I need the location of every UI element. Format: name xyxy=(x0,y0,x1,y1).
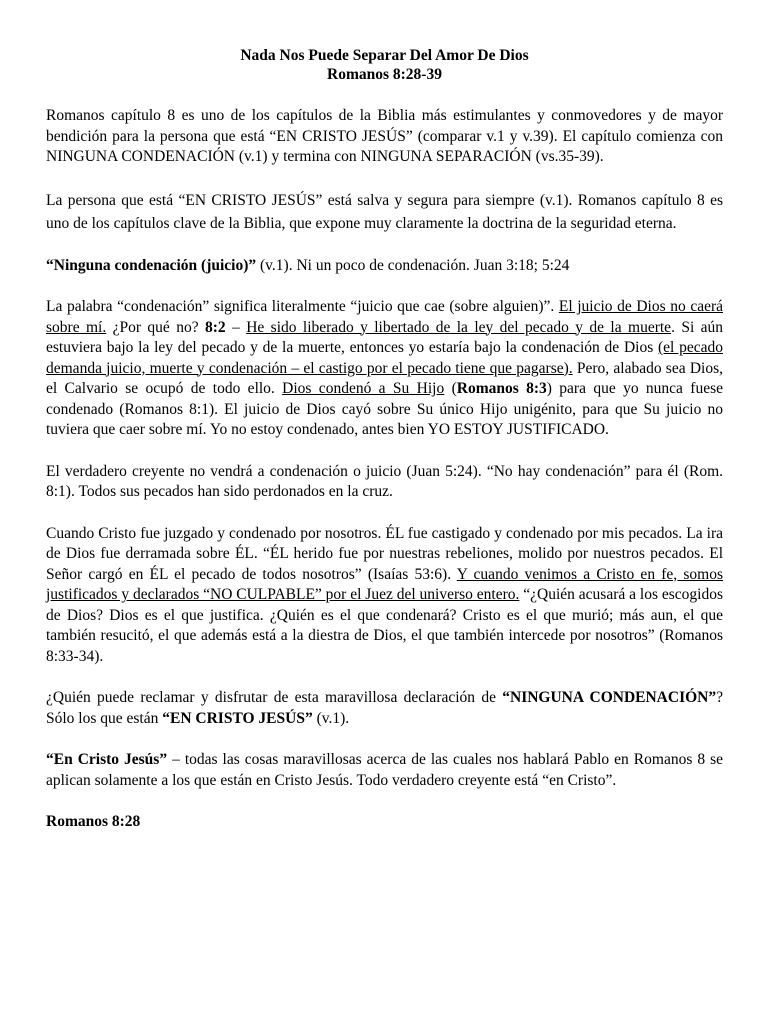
text-run: La palabra “condenación” significa literalmente “juicio que cae (sobre alguien)”. xyxy=(46,298,559,315)
underlined-phrase: He sido liberado y libertado de la ley del pecado y de la muerte xyxy=(246,318,672,336)
paragraph-security: La persona que está “EN CRISTO JESÚS” está salva y segura para siempre (v.1). Romanos capítulo 8 es uno de los capítulos clave de la Biblia, que expone muy claramente la doctrina de la seguridad eterna. xyxy=(46,191,723,232)
paragraph-christ-judged xyxy=(46,524,723,668)
title-line-2: Romanos 8:28-39 xyxy=(327,66,442,83)
underlined-phrase: Y cuando venimos a Cristo en fe, somos justificados y declarados “NO CULPABLE” por el Juez del universo entero. xyxy=(46,565,724,603)
bold-phrase: “Ninguna condenación (juicio)” xyxy=(46,256,257,274)
text-run: (v.1). Ni un poco de condenación. Juan 3:18; 5:24 xyxy=(256,256,570,274)
text-run: – xyxy=(225,318,247,336)
underlined-phrase: (el pecado demanda juicio, muerte y condenación – el castigo por el pecado tiene que pagarse). xyxy=(46,339,723,377)
paragraph-condemnation-meaning xyxy=(46,297,723,441)
paragraph-no-condemnation xyxy=(46,256,723,277)
text-run: ¿Por qué no? xyxy=(106,318,205,336)
text-run: Pero, alabado sea Dios, el Calvario se ocupó de todo ello. xyxy=(46,359,723,397)
bold-reference: 8:2 xyxy=(204,318,226,336)
text-run: “¿Quién acusará a los escogidos de Dios? Dios es el que justifica. ¿Quién es el que condenará? Cristo es el que murió; más aun, el que también resucitó, el que además está a la diestra de Dios, el que también intercede por nosotros” (Romanos 8:33-34). xyxy=(46,586,723,665)
paragraph-intro: Romanos capítulo 8 es uno de los capítulos de la Biblia más estimulantes y conmovedores y de mayor bendición para la persona que está “EN CRISTO JESÚS” (comparar v.1 y v.39). El capítulo comienza con NINGUNA CONDENACIÓN (v.1) y termina con NINGUNA SEPARACIÓN (vs.35-39). xyxy=(46,107,723,165)
underlined-phrase: El juicio de Dios no caerá sobre mí. xyxy=(46,298,723,336)
text-run: ¿Quién puede reclamar y disfrutar de esta maravillosa declaración de xyxy=(46,689,503,706)
text-run: – todas las cosas maravillosas acerca de las cuales nos hablará Pablo en Romanos 8 se aplican solamente a los que están en Cristo Jesús. Todo verdadero creyente está “en Cristo”. xyxy=(46,751,723,789)
text-run: ? Sólo los que están xyxy=(46,689,723,727)
text-run: . Si aún estuviera bajo la ley del pecado y de la muerte, entonces yo estaría bajo la condenación de Dios xyxy=(46,318,724,356)
bold-phrase: “NINGUNA CONDENACIÓN” xyxy=(502,689,717,706)
text-run: Cuando Cristo fue juzgado y condenado por nosotros. ÉL fue castigado y condenado por mis pecados. La ira de Dios fue derramada sobre ÉL. “ÉL herido fue por nuestras rebeliones, molido por nuestros pecados. El Señor cargó en ÉL el pecado de todos nosotros” (Isaías 53:6). xyxy=(46,524,723,583)
bold-reference: Romanos 8:3 xyxy=(456,380,547,397)
section-heading: Romanos 8:28 xyxy=(46,813,141,830)
text-run: (v.1). xyxy=(312,709,350,727)
bold-phrase: “EN CRISTO JESÚS” xyxy=(162,709,313,727)
paragraph-in-christ xyxy=(46,750,723,791)
bold-phrase: “En Cristo Jesús” xyxy=(46,751,168,768)
underlined-phrase: Dios condenó a Su Hijo xyxy=(282,380,445,397)
text-run: ( xyxy=(444,380,457,397)
document-title xyxy=(46,46,723,84)
paragraph-believer: El verdadero creyente no vendrá a condenación o juicio (Juan 5:24). “No hay condenación” para él (Rom. 8:1). Todos sus pecados han sido perdonados en la cruz. xyxy=(46,462,723,500)
text-run: ) para que yo nunca fuese condenado (Romanos 8:1). El juicio de Dios cayó sobre Su único Hijo unigénito, para que Su juicio no tuviera que caer sobre mí. Yo no estoy condenado, antes bien YO ESTOY JUSTIFICADO. xyxy=(46,380,723,438)
paragraph-who-can-claim xyxy=(46,688,723,729)
title-line-1: Nada Nos Puede Separar Del Amor De Dios xyxy=(240,47,529,64)
